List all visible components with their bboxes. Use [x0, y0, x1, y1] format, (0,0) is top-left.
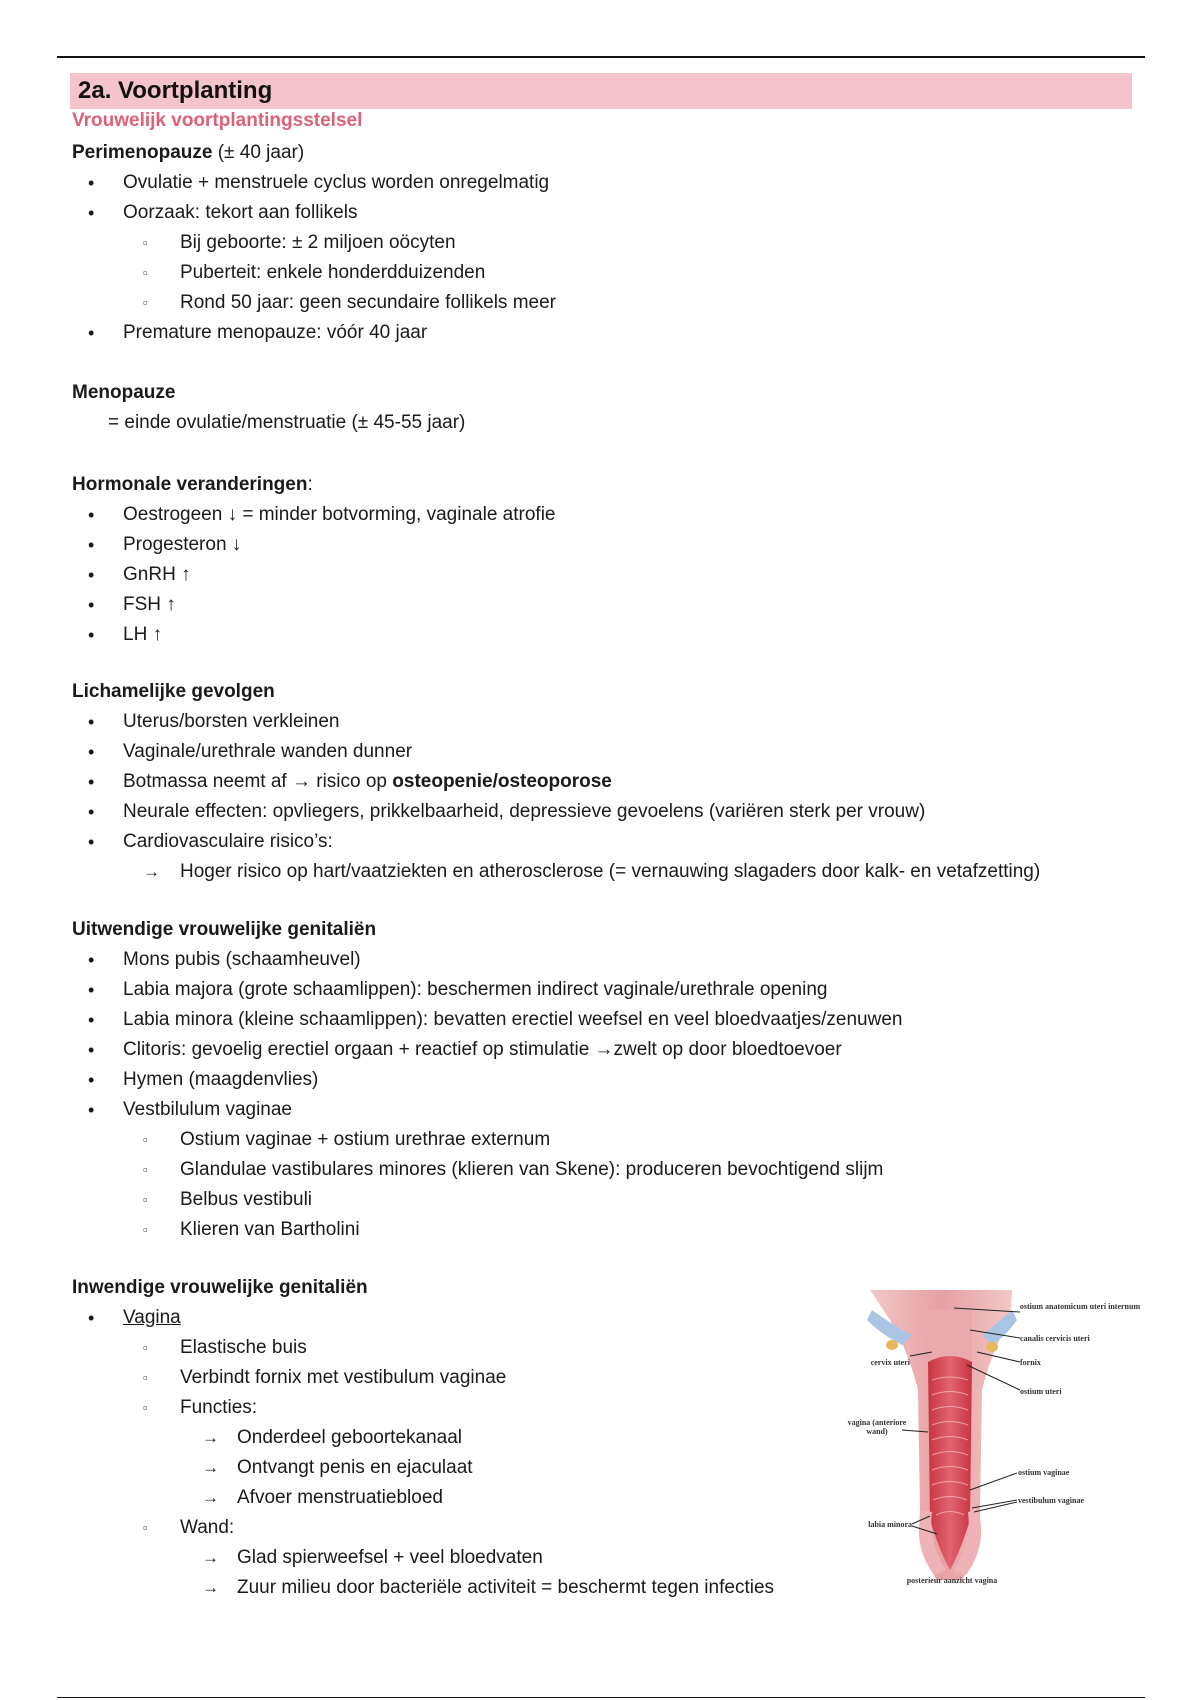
- label-fornix: fornix: [1020, 1358, 1041, 1367]
- arrow-item: → Hoger risico op hart/vaatziekten en atherosclerose (= vernauwing slagaders door kalk- en vetafzetting): [143, 861, 1041, 882]
- list-item: • Vestbilulum vaginae: [88, 1099, 292, 1120]
- label-labia-minora: labia minora: [868, 1520, 912, 1529]
- list-item: • Mons pubis (schaamheuvel): [88, 949, 361, 970]
- figure-caption: posterieur aanzicht vagina: [906, 1576, 998, 1585]
- list-item: • GnRH ↑: [88, 564, 191, 585]
- perimenopauze-heading: Perimenopauze (± 40 jaar): [72, 142, 305, 163]
- list-item: • Cardiovasculaire risico’s:: [88, 831, 333, 852]
- sub-list-item: ▫ Rond 50 jaar: geen secundaire follikels meer: [143, 292, 556, 313]
- list-item: • Labia minora (kleine schaamlippen): bevatten erectiel weefsel en veel bloedvaatjes/zenuwen: [88, 1009, 903, 1030]
- label-ostium-uteri: ostium uteri: [1020, 1387, 1062, 1396]
- gland-mark: [986, 1342, 998, 1352]
- sub-list-item: ▫ Ostium vaginae + ostium urethrae externum: [143, 1129, 551, 1150]
- list-item: • Ovulatie + menstruele cyclus worden onregelmatig: [88, 172, 550, 193]
- gland-mark: [886, 1340, 898, 1350]
- list-item: • Neurale effecten: opvliegers, prikkelbaarheid, depressieve gevoelens (variëren sterk per vrouw): [88, 801, 926, 822]
- menopauze-definition: = einde ovulatie/menstruatie (± 45-55 jaar): [108, 412, 466, 433]
- list-item: • Hymen (maagdenvlies): [88, 1069, 319, 1090]
- list-item: • Labia majora (grote schaamlippen): beschermen indirect vaginale/urethrale opening: [88, 979, 828, 1000]
- list-item: • Vaginale/urethrale wanden dunner: [88, 741, 413, 762]
- arrow-item: → Onderdeel geboortekanaal: [202, 1427, 463, 1448]
- list-item: • Oestrogeen ↓ = minder botvorming, vaginale atrofie: [88, 504, 556, 525]
- label-ostium-vaginae: ostium vaginae: [1018, 1468, 1070, 1477]
- vagina-anatomy-illustration: [842, 1290, 1142, 1600]
- hormonal-heading: Hormonale veranderingen:: [72, 474, 313, 495]
- list-item: • Vagina: [88, 1307, 181, 1328]
- sub-list-item: ▫ Bij geboorte: ± 2 miljoen oöcyten: [143, 232, 456, 253]
- sub-list-item: ▫ Belbus vestibuli: [143, 1189, 313, 1210]
- arrow-item: → Afvoer menstruatiebloed: [202, 1487, 443, 1508]
- list-item: • Botmassa neemt af → risico op osteopenie/osteoporose: [88, 771, 612, 792]
- sub-list-item: ▫ Wand:: [143, 1517, 235, 1538]
- sub-list-item: ▫ Klieren van Bartholini: [143, 1219, 360, 1240]
- lichamelijk-heading: Lichamelijke gevolgen: [72, 681, 275, 702]
- sub-list-item: ▫ Glandulae vastibulares minores (klieren van Skene): produceren bevochtigend slijm: [143, 1159, 884, 1180]
- list-item: • LH ↑: [88, 624, 163, 645]
- list-item: • Clitoris: gevoelig erectiel orgaan + reactief op stimulatie →zwelt op door bloedtoevoer: [88, 1039, 842, 1060]
- arrow-item: → Glad spierweefsel + veel bloedvaten: [202, 1547, 543, 1568]
- page-title: 2a. Voortplanting: [78, 77, 273, 104]
- sub-list-item: ▫ Elastische buis: [143, 1337, 307, 1358]
- list-item: • Oorzaak: tekort aan follikels: [88, 202, 358, 223]
- bottom-rule: [57, 1697, 1145, 1698]
- list-item: • FSH ↑: [88, 594, 176, 615]
- title-banner: [70, 73, 1132, 109]
- list-item: • Premature menopauze: vóór 40 jaar: [88, 322, 428, 343]
- inwendig-heading: Inwendige vrouwelijke genitaliën: [72, 1277, 368, 1298]
- label-ostium-anatomicum: ostium anatomicum uteri internum: [1019, 1302, 1141, 1311]
- arrow-item: → Zuur milieu door bacteriële activiteit = beschermt tegen infecties: [202, 1577, 775, 1598]
- sub-list-item: ▫ Puberteit: enkele honderdduizenden: [143, 262, 486, 283]
- list-item: • Uterus/borsten verkleinen: [88, 711, 340, 732]
- menopauze-heading: Menopauze: [72, 382, 176, 403]
- label-vagina-anterior: vagina (anteriore wand): [847, 1418, 907, 1436]
- label-cervix-uteri: cervix uteri: [870, 1358, 910, 1367]
- arrow-item: → Ontvangt penis en ejaculaat: [202, 1457, 473, 1478]
- label-vestibulum-vaginae: vestibulum vaginae: [1018, 1496, 1085, 1505]
- top-rule: [57, 56, 1145, 58]
- label-canalis-cervicis: canalis cervicis uteri: [1020, 1334, 1090, 1343]
- sub-list-item: ▫ Verbindt fornix met vestibulum vaginae: [143, 1367, 507, 1388]
- sub-list-item: ▫ Functies:: [143, 1397, 258, 1418]
- list-item: • Progesteron ↓: [88, 534, 242, 555]
- uitwendig-heading: Uitwendige vrouwelijke genitaliën: [72, 919, 377, 940]
- section-subtitle: Vrouwelijk voortplantingsstelsel: [72, 110, 363, 131]
